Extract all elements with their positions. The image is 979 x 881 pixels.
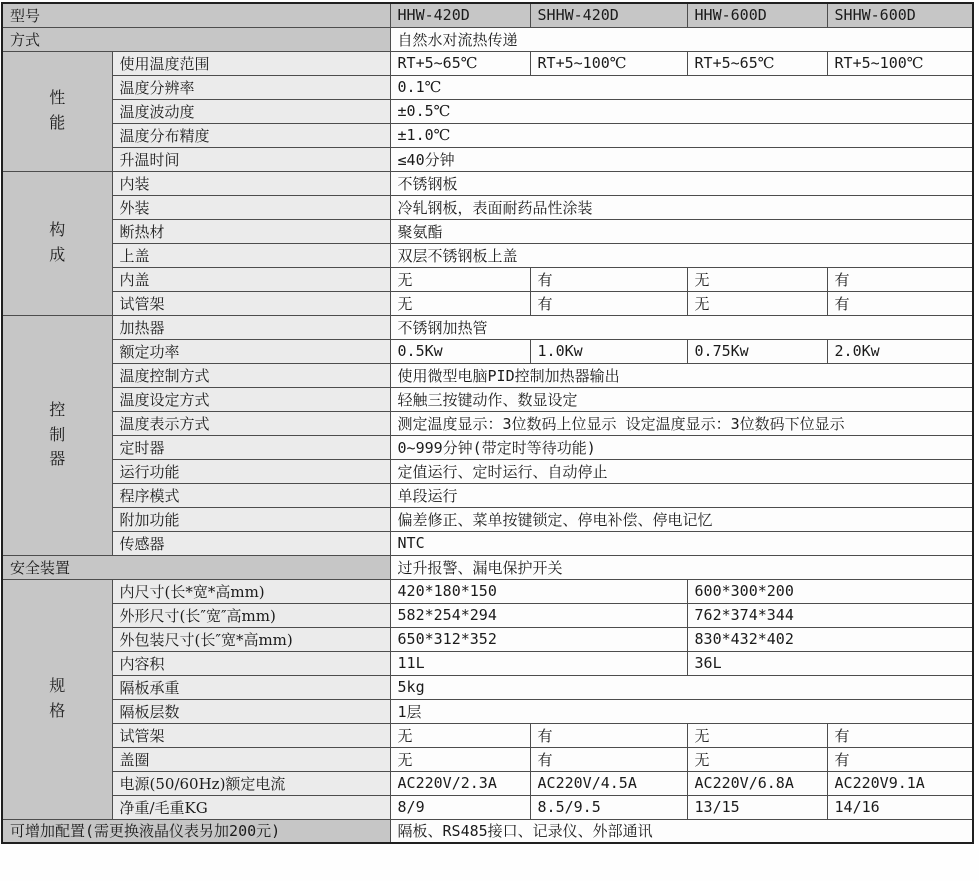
table-row (2, 747, 973, 771)
row-label-cell: 温度控制方式 (112, 363, 390, 387)
value-cell: 0.5Kw (390, 339, 530, 363)
row-label-cell: 内容积 (112, 651, 390, 675)
value-cell: RT+5~100℃ (530, 51, 687, 75)
header-cell: HHW-420D (390, 3, 530, 27)
value-cell: 1层 (390, 699, 973, 723)
section-label-cell (2, 315, 112, 555)
value-cell: 不锈钢加热管 (390, 315, 973, 339)
table-row (2, 315, 973, 339)
row-label-cell: 温度波动度 (112, 99, 390, 123)
value-cell: 无 (390, 291, 530, 315)
section-label-text: 控制器 (49, 399, 66, 469)
value-cell: 有 (530, 291, 687, 315)
table-row (2, 579, 973, 603)
value-cell: 聚氨酯 (390, 219, 973, 243)
value-cell: ±0.5℃ (390, 99, 973, 123)
table-row (2, 555, 973, 579)
value-cell: 有 (530, 267, 687, 291)
value-cell: 0~999分钟(带定时等待功能) (390, 435, 973, 459)
table-row (2, 507, 973, 531)
row-label-cell: 试管架 (112, 291, 390, 315)
row-label-cell: 断热材 (112, 219, 390, 243)
value-cell: 1.0Kw (530, 339, 687, 363)
table-row (2, 459, 973, 483)
table-row (2, 339, 973, 363)
row-label-cell: 加热器 (112, 315, 390, 339)
value-cell: 无 (390, 747, 530, 771)
value-cell: 762*374*344 (687, 603, 973, 627)
table-row (2, 771, 973, 795)
table-row (2, 267, 973, 291)
table-row (2, 627, 973, 651)
value-cell: 14/16 (827, 795, 973, 819)
value-cell: 有 (827, 291, 973, 315)
section-label-text: 规格 (49, 676, 66, 720)
value-cell: NTC (390, 531, 973, 555)
section-label-cell (2, 579, 112, 819)
row-label-cell: 内尺寸(长*宽*高mm) (112, 579, 390, 603)
value-cell: AC220V/4.5A (530, 771, 687, 795)
value-cell: 0.75Kw (687, 339, 827, 363)
table-row (2, 435, 973, 459)
row-label-cell: 程序模式 (112, 483, 390, 507)
row-label-cell: 额定功率 (112, 339, 390, 363)
value-cell: 2.0Kw (827, 339, 973, 363)
value-cell: 使用微型电脑PID控制加热器输出 (390, 363, 973, 387)
value-cell: 无 (390, 267, 530, 291)
header-cell: SHHW-600D (827, 3, 973, 27)
value-cell: 无 (687, 747, 827, 771)
row-label-cell: 隔板承重 (112, 675, 390, 699)
table-row (2, 171, 973, 195)
value-cell: 36L (687, 651, 973, 675)
row-label-cell: 运行功能 (112, 459, 390, 483)
row-label-cell: 附加功能 (112, 507, 390, 531)
value-cell: 冷轧钢板，表面耐药品性涂装 (390, 195, 973, 219)
row-label-cell: 温度表示方式 (112, 411, 390, 435)
table-row (2, 531, 973, 555)
table-row (2, 411, 973, 435)
value-cell: AC220V9.1A (827, 771, 973, 795)
header-cell: SHHW-420D (530, 3, 687, 27)
header-cell: 安全装置 (2, 555, 390, 579)
value-cell: RT+5~100℃ (827, 51, 973, 75)
row-label-cell: 外装 (112, 195, 390, 219)
value-cell: 有 (827, 723, 973, 747)
value-cell: AC220V/2.3A (390, 771, 530, 795)
row-label-cell: 隔板层数 (112, 699, 390, 723)
row-label-cell: 温度设定方式 (112, 387, 390, 411)
value-cell: 过升报警、漏电保护开关 (390, 555, 973, 579)
table-row (2, 219, 973, 243)
row-label-cell: 外形尺寸(长″宽″高mm) (112, 603, 390, 627)
table-row (2, 123, 973, 147)
value-cell: 830*432*402 (687, 627, 973, 651)
value-cell: 650*312*352 (390, 627, 687, 651)
header-cell: 可增加配置(需更换液晶仪表另加200元) (2, 819, 390, 843)
value-cell: 有 (530, 747, 687, 771)
value-cell: AC220V/6.8A (687, 771, 827, 795)
row-label-cell: 外包装尺寸(长″宽*高mm) (112, 627, 390, 651)
table-row (2, 387, 973, 411)
section-label-text: 性能 (49, 88, 66, 132)
value-cell: RT+5~65℃ (687, 51, 827, 75)
table-row (2, 723, 973, 747)
row-label-cell: 盖圈 (112, 747, 390, 771)
table-row (2, 51, 973, 75)
row-label-cell: 上盖 (112, 243, 390, 267)
table-row (2, 651, 973, 675)
row-label-cell: 内盖 (112, 267, 390, 291)
row-label-cell: 温度分辨率 (112, 75, 390, 99)
section-label-cell (2, 171, 112, 315)
row-label-cell: 内装 (112, 171, 390, 195)
table-row (2, 3, 973, 27)
row-label-cell: 电源(50/60Hz)额定电流 (112, 771, 390, 795)
product-spec-table (1, 2, 974, 844)
table-row (2, 603, 973, 627)
value-cell: 有 (827, 267, 973, 291)
value-cell: 无 (687, 291, 827, 315)
value-cell: 偏差修正、菜单按键锁定、停电补偿、停电记忆 (390, 507, 973, 531)
table-row (2, 75, 973, 99)
table-row (2, 147, 973, 171)
table-row (2, 675, 973, 699)
value-cell: 单段运行 (390, 483, 973, 507)
table-row (2, 819, 973, 843)
table-row (2, 243, 973, 267)
section-label-text: 构成 (49, 220, 66, 264)
row-label-cell: 传感器 (112, 531, 390, 555)
table-row (2, 195, 973, 219)
value-cell: 无 (390, 723, 530, 747)
row-label-cell: 试管架 (112, 723, 390, 747)
value-cell: 自然水对流热传递 (390, 27, 973, 51)
value-cell: 420*180*150 (390, 579, 687, 603)
row-label-cell: 升温时间 (112, 147, 390, 171)
section-label-cell (2, 51, 112, 171)
value-cell: 隔板、RS485接口、记录仪、外部通讯 (390, 819, 973, 843)
value-cell: 13/15 (687, 795, 827, 819)
value-cell: ±1.0℃ (390, 123, 973, 147)
table-row (2, 483, 973, 507)
value-cell: 582*254*294 (390, 603, 687, 627)
header-cell: 方式 (2, 27, 390, 51)
value-cell: 测定温度显示：3位数码上位显示 设定温度显示：3位数码下位显示 (390, 411, 973, 435)
value-cell: 无 (687, 723, 827, 747)
table-row (2, 291, 973, 315)
value-cell: 8/9 (390, 795, 530, 819)
row-label-cell: 净重/毛重KG (112, 795, 390, 819)
value-cell: 5kg (390, 675, 973, 699)
value-cell: 8.5/9.5 (530, 795, 687, 819)
value-cell: 不锈钢板 (390, 171, 973, 195)
value-cell: RT+5~65℃ (390, 51, 530, 75)
row-label-cell: 温度分布精度 (112, 123, 390, 147)
value-cell: 有 (827, 747, 973, 771)
value-cell: 600*300*200 (687, 579, 973, 603)
row-label-cell: 使用温度范围 (112, 51, 390, 75)
header-cell: 型号 (2, 3, 390, 27)
value-cell: 双层不锈钢板上盖 (390, 243, 973, 267)
value-cell: ≤40分钟 (390, 147, 973, 171)
value-cell: 轻触三按键动作、数显设定 (390, 387, 973, 411)
value-cell: 无 (687, 267, 827, 291)
value-cell: 0.1℃ (390, 75, 973, 99)
value-cell: 有 (530, 723, 687, 747)
table-row (2, 795, 973, 819)
table-row (2, 363, 973, 387)
table-row (2, 27, 973, 51)
table-row (2, 699, 973, 723)
value-cell: 定值运行、定时运行、自动停止 (390, 459, 973, 483)
row-label-cell: 定时器 (112, 435, 390, 459)
value-cell: 11L (390, 651, 687, 675)
header-cell: HHW-600D (687, 3, 827, 27)
table-row (2, 99, 973, 123)
